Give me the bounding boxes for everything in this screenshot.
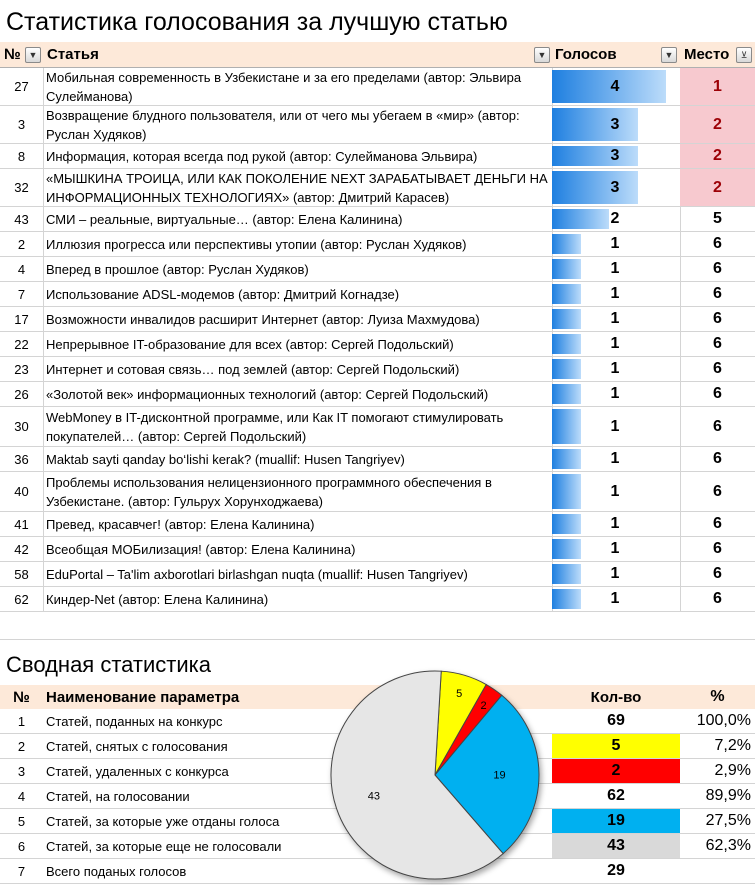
summary-title: Сводная статистика xyxy=(6,652,211,677)
header-place: Место xyxy=(684,46,730,63)
table-row xyxy=(0,587,755,612)
votes-count: 3 xyxy=(610,178,620,196)
row-number: 62 xyxy=(14,591,29,607)
article-title: Возможности инвалидов расширит Интернет (автор: Луиза Махмудова) xyxy=(46,311,480,327)
summary-percent: 27,5% xyxy=(705,812,751,829)
row-number: 58 xyxy=(14,566,29,582)
row-number: 30 xyxy=(14,419,29,434)
article-title: Интернет и сотовая связь… под землей (автор: Сергей Подольский) xyxy=(46,361,460,377)
summary-row-number: 6 xyxy=(17,838,26,854)
row-number: 22 xyxy=(14,336,29,352)
table-row xyxy=(0,282,755,307)
summary-qty: 29 xyxy=(607,862,625,879)
place-cell: 6 xyxy=(713,360,722,377)
row-number: 8 xyxy=(17,148,26,164)
votes-cell xyxy=(552,587,680,611)
votes-count: 4 xyxy=(610,77,620,95)
empty-row xyxy=(0,613,755,640)
place-cell: 2 xyxy=(680,169,755,206)
votes-count: 3 xyxy=(610,147,620,164)
place-cell: 6 xyxy=(713,285,722,302)
table-row xyxy=(0,512,755,537)
place-cell: 6 xyxy=(713,540,722,557)
summary-param-name: Статей, поданных на конкурс xyxy=(46,713,223,729)
votes-count: 1 xyxy=(610,450,620,467)
summary-percent xyxy=(680,859,755,883)
votes-cell xyxy=(552,282,680,306)
votes-cell xyxy=(552,144,680,168)
table-row xyxy=(0,307,755,332)
summary-row-number: 1 xyxy=(17,713,26,729)
summary-row-number: 5 xyxy=(17,813,26,829)
votes-count: 1 xyxy=(610,260,620,277)
summary-header-pct: % xyxy=(710,688,725,705)
summary-qty: 69 xyxy=(607,712,625,729)
place-cell: 6 xyxy=(713,417,722,435)
summary-qty: 5 xyxy=(552,734,680,758)
votes-cell xyxy=(552,169,680,206)
votes-cell xyxy=(552,307,680,331)
votes-count: 3 xyxy=(610,115,620,133)
votes-cell xyxy=(552,357,680,381)
article-title: «МЫШКИНА ТРОИЦА, ИЛИ КАК ПОКОЛЕНИЕ NEXT ЗАРАБАТЫВАЕТ ДЕНЬГИ НА ИНФОРМАЦИОННЫХ ТЕХНОЛОГИЯХ» (автор: Дмитрий Карасев) xyxy=(46,170,548,205)
pie-slice-label: 19 xyxy=(493,769,506,782)
votes-count: 1 xyxy=(610,482,620,500)
summary-qty: 43 xyxy=(552,834,680,858)
votes-count: 1 xyxy=(610,417,620,435)
row-number: 26 xyxy=(14,386,29,402)
article-title: Вперед в прошлое (автор: Руслан Худяков) xyxy=(46,261,309,277)
table-row xyxy=(0,106,755,144)
article-title: WebMoney в IT-дисконтной программе, или Как IT помогают стимулировать покупателей… (автор: Сергей Подольский) xyxy=(46,409,504,444)
votes-cell xyxy=(552,562,680,586)
votes-cell xyxy=(552,257,680,281)
place-cell: 6 xyxy=(713,310,722,327)
summary-header-name: Наименование параметра xyxy=(46,688,240,706)
header-title: Статья xyxy=(47,46,99,63)
article-title: Использование ADSL-модемов (автор: Дмитрий Когнадзе) xyxy=(46,286,400,302)
votes-count: 1 xyxy=(610,360,620,377)
votes-cell xyxy=(552,472,680,511)
votes-count: 1 xyxy=(610,335,620,352)
article-title: Возвращение блудного пользователя, или от чего мы убегаем в «мир» (автор: Руслан Худяков) xyxy=(46,107,520,142)
place-cell: 6 xyxy=(713,260,722,277)
place-cell: 6 xyxy=(713,482,722,500)
row-number: 7 xyxy=(17,286,26,302)
summary-qty: 19 xyxy=(552,809,680,833)
pie-slice-label: 5 xyxy=(456,688,463,701)
table-row xyxy=(0,382,755,407)
place-cell: 2 xyxy=(680,106,755,143)
row-number: 36 xyxy=(14,451,29,467)
table-row xyxy=(0,562,755,587)
table-row xyxy=(0,332,755,357)
summary-param-name: Статей, за которые уже отданы голоса xyxy=(46,813,280,829)
article-title: Превед, красавчег! (автор: Елена Калинина) xyxy=(46,516,315,532)
table-header xyxy=(0,42,755,68)
article-title: Иллюзия прогресса или перспективы утопии (автор: Руслан Худяков) xyxy=(46,236,467,252)
votes-cell xyxy=(552,382,680,406)
article-title: СМИ – реальные, виртуальные… (автор: Елена Калинина) xyxy=(46,211,403,227)
summary-param-name: Всего поданых голосов xyxy=(46,863,187,879)
article-title: EduPortal – Ta'lim axborotlari birlashgan nuqta (muallif: Husen Tangriyev) xyxy=(46,566,468,582)
place-cell: 6 xyxy=(713,385,722,402)
votes-cell xyxy=(552,68,680,105)
article-title: Мобильная современность в Узбекистане и за его пределами (автор: Эльвира Сулейманова) xyxy=(46,69,522,104)
row-number: 2 xyxy=(17,236,26,252)
pie-slice-label: 43 xyxy=(367,790,381,803)
table-row xyxy=(0,207,755,232)
row-number: 3 xyxy=(17,117,26,132)
article-title: Maktab sayti qanday bo‘lishi kerak? (muallif: Husen Tangriyev) xyxy=(46,451,405,467)
summary-percent: 100,0% xyxy=(696,712,751,729)
table-row xyxy=(0,144,755,169)
summary-percent: 62,3% xyxy=(705,837,751,854)
place-cell: 6 xyxy=(713,450,722,467)
header-votes: Голосов xyxy=(555,46,617,63)
article-title: Проблемы использования нелицензионного программного обеспечения в Узбекистане. (автор: Гульрух Хорунходжаева) xyxy=(46,474,492,509)
summary-percent: 89,9% xyxy=(705,787,751,804)
place-cell: 6 xyxy=(713,515,722,532)
place-cell: 6 xyxy=(713,235,722,252)
article-title: Киндер-Net (автор: Елена Калинина) xyxy=(46,591,269,607)
place-cell: 6 xyxy=(713,565,722,582)
summary-header-qty: Кол-во xyxy=(590,688,642,706)
votes-cell xyxy=(552,447,680,471)
filter-dropdown-icon[interactable]: ▼ xyxy=(661,47,677,63)
article-title: Непрерывное IT-образование для всех (автор: Сергей Подольский) xyxy=(46,336,454,352)
article-title: Информация, которая всегда под рукой (автор: Сулейманова Эльвира) xyxy=(46,148,478,164)
header-num: № xyxy=(4,46,21,63)
summary-qty: 2 xyxy=(552,759,680,783)
place-cell: 5 xyxy=(713,210,722,227)
summary-param-name: Статей, за которые еще не голосовали xyxy=(46,838,282,854)
pie-chart-svg xyxy=(318,660,552,885)
table-row xyxy=(0,68,755,106)
filter-dropdown-icon[interactable]: ▼ xyxy=(534,47,550,63)
votes-count: 1 xyxy=(610,310,620,327)
summary-param-name: Статей, на голосовании xyxy=(46,788,190,804)
votes-count: 1 xyxy=(610,285,620,302)
table-row xyxy=(0,357,755,382)
table-row xyxy=(0,169,755,207)
votes-count: 2 xyxy=(610,210,620,227)
row-number: 42 xyxy=(14,541,29,557)
votes-cell xyxy=(552,537,680,561)
summary-row-number: 4 xyxy=(17,788,26,804)
place-cell: 2 xyxy=(680,144,755,168)
row-number: 41 xyxy=(14,516,29,532)
votes-count: 1 xyxy=(610,565,620,582)
summary-param-name: Статей, снятых с голосования xyxy=(46,738,228,754)
votes-cell xyxy=(552,512,680,536)
place-cell: 6 xyxy=(713,590,722,607)
table-row xyxy=(0,257,755,282)
row-number: 27 xyxy=(14,79,29,94)
pie-chart[interactable] xyxy=(318,660,552,885)
place-cell: 6 xyxy=(713,335,722,352)
summary-percent: 2,9% xyxy=(714,762,751,779)
summary-row-number: 2 xyxy=(17,738,26,754)
summary-header-num: № xyxy=(13,688,30,706)
article-title: Всеобщая МОБилизация! (автор: Елена Калинина) xyxy=(46,541,356,557)
table-row xyxy=(0,407,755,447)
page-title: Статистика голосования за лучшую статью xyxy=(6,8,508,36)
votes-count: 1 xyxy=(610,235,620,252)
table-row xyxy=(0,472,755,512)
summary-param-name: Статей, удаленных с конкурса xyxy=(46,763,229,779)
row-number: 40 xyxy=(14,484,29,499)
place-cell: 1 xyxy=(680,68,755,105)
row-number: 32 xyxy=(14,180,29,195)
votes-count: 1 xyxy=(610,590,620,607)
table-row xyxy=(0,447,755,472)
article-title: «Золотой век» информационных технологий (автор: Сергей Подольский) xyxy=(46,386,489,402)
summary-row-number: 3 xyxy=(17,763,26,779)
votes-cell xyxy=(552,106,680,143)
summary-qty: 62 xyxy=(607,787,625,804)
votes-count: 1 xyxy=(610,540,620,557)
pie-slice-label: 2 xyxy=(480,699,487,712)
row-number: 4 xyxy=(17,261,26,277)
votes-cell xyxy=(552,407,680,446)
table-row xyxy=(0,537,755,562)
votes-count: 1 xyxy=(610,515,620,532)
votes-cell xyxy=(552,232,680,256)
row-number: 23 xyxy=(14,361,29,377)
filter-active-icon[interactable]: ⊻ xyxy=(736,47,752,63)
filter-dropdown-icon[interactable]: ▼ xyxy=(25,47,41,63)
row-number: 43 xyxy=(14,211,29,227)
summary-row-number: 7 xyxy=(17,863,26,879)
votes-cell xyxy=(552,332,680,356)
votes-count: 1 xyxy=(610,385,620,402)
row-number: 17 xyxy=(14,311,29,327)
votes-cell xyxy=(552,207,680,231)
summary-percent: 7,2% xyxy=(714,737,751,754)
table-row xyxy=(0,232,755,257)
